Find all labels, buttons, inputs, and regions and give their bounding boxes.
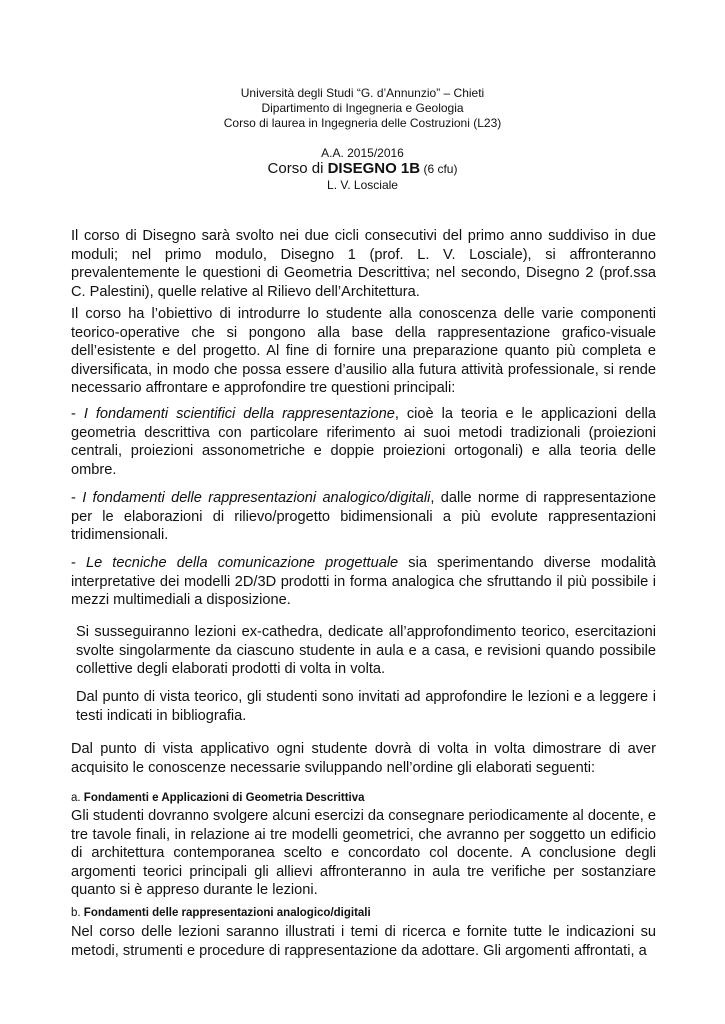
topic-1-dash: - [71,406,84,422]
paragraph-lessons: Si susseguiranno lezioni ex-cathedra, dedicate all’approfondimento teorico, esercitazioni svolte singolarmente da ciascuno studente in aula e a casa, e revisioni quando possibile collettive degli elaborati prodotti di volta in volta. [76,624,656,677]
course-title [0,160,725,178]
paragraph-topic-3 [71,554,656,610]
paragraph-intro: Il corso di Disegno sarà svolto nei due cicli consecutivi del primo anno suddiviso in due moduli; nel primo modulo, Disegno 1 (prof. L. V. Losciale), si affronteranno prevalentemente le questioni di Geometria Descrittiva; nel secondo, Disegno 2 (prof.ssa C. Palestini), quelle relative al Rilievo dell’Architettura. [71,228,656,300]
course-credits: (6 cfu) [420,162,458,176]
paragraph-application: Dal punto di vista applicativo ogni studente dovrà di volta in volta dimostrare di aver acquisito le conoscenze necessarie sviluppando nell’ordine gli elaborati seguenti: [71,741,656,776]
section-a-letter: a. [71,792,84,804]
paragraph-section-b: Nel corso delle lezioni saranno illustrati i temi di ricerca e fornite tutte le indicazioni su metodi, strumenti e procedure di rappresentazione da adottare. Gli argomenti affrontati, a [71,924,656,959]
paragraph-objectives: Il corso ha l’obiettivo di introdurre lo studente alla conoscenza delle varie componenti teorico-operative che si pongono alla base della rappresentazione grafico-visuale dell’esistente e del progetto. Al fine di fornire una preparazione quanto più completa e diversificata, in modo che possa essere d’ausilio alla futura attività professionale, si rende necessario affrontare e approfondire tre questioni principali: [71,306,656,396]
paragraph-topic-1 [71,405,656,479]
topic-1-title: I fondamenti scientifici della rappresentazione [83,406,395,422]
topic-3-dash: - [71,555,86,571]
topic-2-dash: - [71,490,83,506]
section-heading-a [71,791,365,805]
section-heading-b [71,906,371,920]
degree-name: Corso di laurea in Ingegneria delle Costruzioni (L23) [223,116,502,130]
topic-2-title: I fondamenti delle rappresentazioni analogico/digitali [82,490,431,506]
topic-3-title: Le tecniche della comunicazione progettuale [85,555,399,571]
course-name: DISEGNO 1B [327,160,421,177]
academic-year: A.A. 2015/2016 [321,146,404,160]
department-name: Dipartimento di Ingegneria e Geologia [261,101,464,115]
course-prefix: Corso di [267,160,328,177]
paragraph-topic-2 [71,489,656,545]
university-name: Università degli Studi “G. d’Annunzio” – Chieti [240,86,485,100]
teacher-name: L. V. Losciale [327,178,398,192]
topic-3-text: sia sperimentando diverse modalità interpretative dei modelli 2D/3D prodotti in forma analogica che sfruttando il più possibile i mezzi multimediali a disposizione. [71,555,657,608]
paragraph-theory: Dal punto di vista teorico, gli studenti sono invitati ad approfondire le lezioni e a leggere i testi indicati in bibliografia. [76,689,656,724]
section-b-title: Fondamenti delle rappresentazioni analogico/digitali [83,907,371,919]
section-a-title: Fondamenti e Applicazioni di Geometria Descrittiva [83,792,365,804]
topic-1-text: , cioè la teoria e le applicazioni della geometria descrittiva con particolare riferimento ai suoi metodi tradizionali (proiezioni centrali, proiezioni assonometriche e doppie proiezioni ortogonali) e alla teoria delle ombre. [71,406,656,478]
paragraph-section-a: Gli studenti dovranno svolgere alcuni esercizi da consegnare periodicamente al docente, e tre tavole finali, in relazione ai tre modelli geometrici, che avranno per soggetto un edificio di architettura contemporanea scelto e concordato col docente. A conclusione degli argomenti teorici principali gli allievi affronteranno in aula tre verifiche per sostanziare quanto si è appreso durante le lezioni. [71,808,656,898]
topic-2-text: , dalle norme di rappresentazione per le elaborazioni di rilievo/progetto bidimensionali a più evolute rappresentazioni tridimensionali. [71,490,657,543]
section-b-letter: b. [71,907,84,919]
